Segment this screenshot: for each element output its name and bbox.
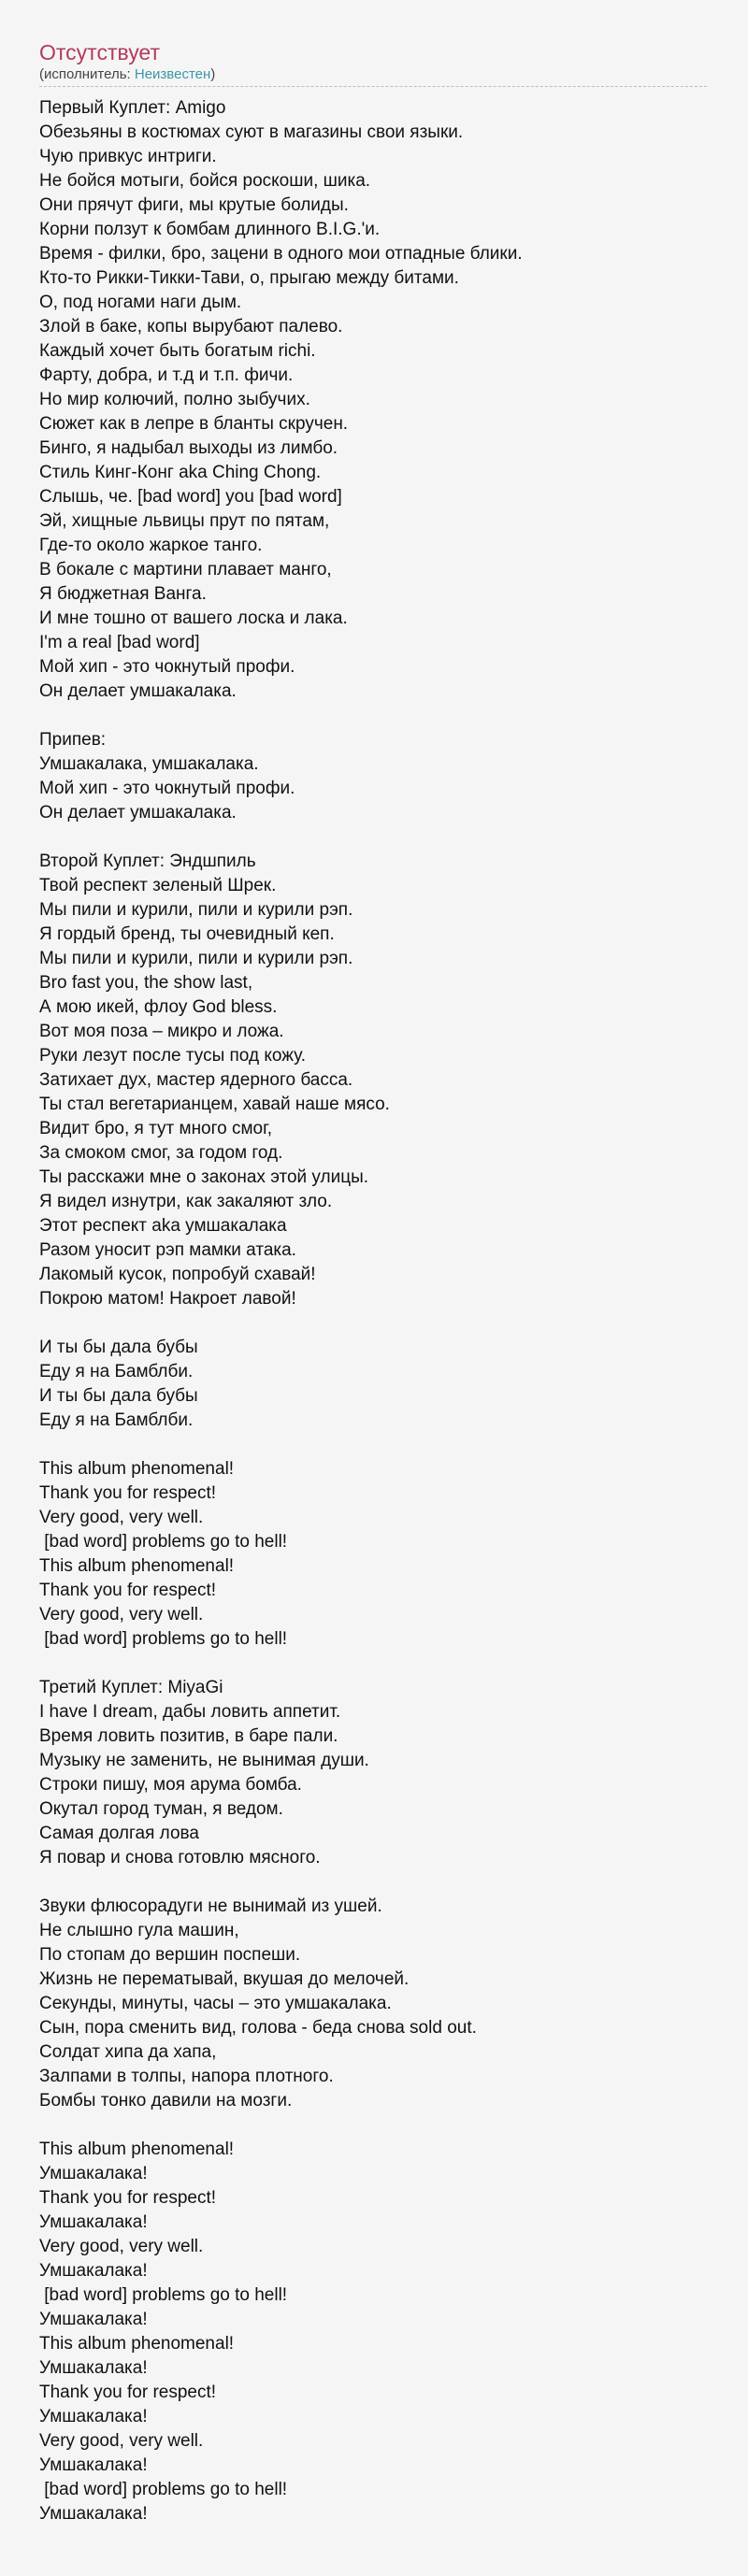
lyric-line: Эй, хищные львицы прут по пятам, (39, 511, 330, 531)
lyric-line: Видит бро, я тут много смог, (39, 1119, 273, 1138)
lyric-line (39, 1870, 712, 1895)
lyric-line: Самая долгая лова (39, 1824, 199, 1843)
lyric-line: О, под ногами наги дым. (39, 293, 242, 312)
lyric-line: [bad word] problems go to hell! (39, 1532, 288, 1552)
lyric-line: И мне тошно от вашего лоска и лака. (39, 608, 348, 628)
lyric-line: Каждый хочет быть богатым richi. (39, 341, 316, 361)
lyric-line: Thank you for respect! (39, 1581, 217, 1600)
lyric-line: Солдат хипа да хапа, (39, 2042, 217, 2062)
lyric-line: Строки пишу, моя арума бомба. (39, 1775, 302, 1795)
lyric-line (39, 1433, 712, 1457)
lyric-line: Не бойся мотыги, бойся роскоши, шика. (39, 171, 371, 191)
lyric-line: Еду я на Бамблби. (39, 1410, 194, 1430)
lyric-line: Бинго, я надыбал выходы из лимбо. (39, 438, 338, 458)
lyric-line: Корни ползут к бомбам длинного B.I.G.'и. (39, 220, 381, 239)
lyric-line: Еду я на Бамблби. (39, 1362, 194, 1381)
lyric-line: Умшакалака! (39, 2261, 148, 2281)
lyric-line: [bad word] problems go to hell! (39, 2285, 288, 2305)
header-divider (39, 86, 707, 87)
lyric-line: В бокале с мартини плавает манго, (39, 560, 332, 580)
lyric-line: Он делает умшакалака. (39, 681, 237, 701)
lyric-line: Они прячут фиги, мы крутые болиды. (39, 195, 349, 215)
lyric-line: Умшакалака, умшакалака. (39, 754, 259, 774)
lyric-line: Покрою матом! Накроет лавой! (39, 1289, 296, 1309)
lyric-line: This album phenomenal! (39, 1459, 235, 1479)
lyric-line: И ты бы дала бубы (39, 1338, 198, 1357)
lyric-line: Умшакалака! (39, 2455, 148, 2475)
lyric-line (39, 1652, 712, 1676)
lyric-line: Первый Куплет: Amigo (39, 98, 226, 118)
lyric-line: Не слышно гула машин, (39, 1921, 239, 1940)
lyric-line: Фарту, добра, и т.д и т.п. фичи. (39, 365, 294, 385)
lyric-line: Кто-то Рикки-Тикки-Тави, о, прыгаю между битами. (39, 268, 459, 288)
lyric-line: Третий Куплет: MiyaGi (39, 1678, 223, 1697)
lyric-line: Сын, пора сменить вид, голова - беда снова sold out. (39, 2018, 477, 2038)
lyric-line: За смоком смог, за годом год. (39, 1143, 283, 1163)
lyric-line: Умшакалака! (39, 2310, 148, 2329)
artist-prefix: (исполнитель: (39, 66, 135, 82)
lyric-line: Very good, very well. (39, 1605, 204, 1624)
lyric-line: Very good, very well. (39, 1508, 204, 1527)
lyric-line (39, 1311, 712, 1336)
artist-suffix: ) (210, 66, 216, 82)
lyric-line: Он делает умшакалака. (39, 803, 237, 823)
lyric-line: Злой в баке, копы вырубают палево. (39, 317, 343, 336)
lyric-line: Второй Куплет: Эндшпиль (39, 852, 256, 871)
lyric-line: Умшакалака! (39, 2504, 148, 2524)
lyric-line: [bad word] problems go to hell! (39, 1629, 288, 1649)
lyric-line (39, 704, 712, 728)
lyric-line: Обезьяны в костюмах суют в магазины свои языки. (39, 122, 464, 142)
lyric-line: Слышь, че. [bad word] you [bad word] (39, 487, 342, 507)
artist-line (39, 66, 215, 83)
lyric-line: Секунды, минуты, часы – это умшакалака. (39, 1994, 392, 2013)
lyric-line: Умшакалака! (39, 2407, 148, 2426)
lyric-line: Я гордый бренд, ты очевидный кеп. (39, 924, 335, 944)
lyric-line: This album phenomenal! (39, 1556, 235, 1576)
lyric-line: Бомбы тонко давили на мозги. (39, 2091, 293, 2111)
lyric-line: I have I dream, дабы ловить аппетит. (39, 1702, 341, 1722)
lyric-line: Жизнь не перематывай, вкушая до мелочей. (39, 1969, 410, 1989)
lyric-line: Мой хип - это чокнутый профи. (39, 657, 295, 677)
lyric-line: А мою икей, флоу God bless. (39, 997, 278, 1017)
lyric-line: Я видел изнутри, как закаляют зло. (39, 1192, 333, 1211)
lyric-line: Стиль Кинг-Конг aka Ching Chong. (39, 463, 322, 482)
lyric-line: Thank you for respect! (39, 2383, 217, 2402)
lyric-line: Ты расскажи мне о законах этой улицы. (39, 1167, 369, 1187)
lyric-line: Припев: (39, 730, 107, 750)
lyric-line: Bro fast you, the show last, (39, 973, 253, 993)
artist-link[interactable]: Неизвестен (134, 66, 211, 82)
lyric-line: Затихает дух, мастер ядерного басса. (39, 1070, 353, 1090)
lyric-line (39, 825, 712, 850)
lyric-line: И ты бы дала бубы (39, 1386, 198, 1406)
lyric-line: [bad word] problems go to hell! (39, 2480, 288, 2499)
lyric-line: Время ловить позитив, в баре пали. (39, 1726, 338, 1746)
lyric-line: Окутал город туман, я ведом. (39, 1799, 283, 1819)
lyric-line: Этот респект aka умшакалака (39, 1216, 287, 1236)
lyric-line: Умшакалака! (39, 2212, 148, 2232)
lyric-line: Мой хип - это чокнутый профи. (39, 779, 295, 798)
lyric-line: Very good, very well. (39, 2431, 204, 2451)
lyric-line: Где-то около жаркое танго. (39, 536, 263, 555)
lyric-line: Звуки флюсорадуги не вынимай из ушей. (39, 1896, 382, 1916)
song-title: Отсутствует (39, 40, 160, 64)
lyric-line: Мы пили и курили, пили и курили рэп. (39, 949, 353, 968)
lyric-line: This album phenomenal! (39, 2334, 235, 2354)
lyric-line: This album phenomenal! (39, 2140, 235, 2159)
lyric-line: Умшакалака! (39, 2164, 148, 2183)
lyric-line: Лакомый кусок, попробуй схавай! (39, 1265, 316, 1284)
lyric-line: Мы пили и курили, пили и курили рэп. (39, 900, 353, 920)
lyric-line: Разом уносит рэп мамки атака. (39, 1240, 296, 1260)
lyrics-text (39, 96, 712, 2526)
lyric-line: Я повар и снова готовлю мясного. (39, 1848, 321, 1868)
lyric-line: Thank you for respect! (39, 1483, 217, 1503)
lyric-line: Thank you for respect! (39, 2188, 217, 2208)
lyric-line: Но мир колючий, полно зыбучих. (39, 390, 310, 409)
lyric-line: Умшакалака! (39, 2358, 148, 2378)
lyric-line: Музыку не заменить, не вынимая души. (39, 1751, 369, 1770)
lyric-line: Вот моя поза – микро и ложа. (39, 1022, 284, 1041)
lyric-line: По стопам до вершин поспеши. (39, 1945, 301, 1965)
lyric-line: I'm a real [bad word] (39, 633, 200, 652)
lyric-line: Я бюджетная Ванга. (39, 584, 207, 604)
lyric-line: Ты стал вегетарианцем, хавай наше мясо. (39, 1095, 390, 1114)
lyric-line: Руки лезут после тусы под кожу. (39, 1046, 306, 1066)
lyric-line: Залпами в толпы, напора плотного. (39, 2067, 334, 2086)
lyric-line: Чую привкус интриги. (39, 147, 217, 166)
lyric-line: Сюжет как в лепре в бланты скручен. (39, 414, 349, 434)
lyric-line: Твой респект зеленый Шрек. (39, 876, 277, 895)
lyric-line: Время - филки, бро, зацени в одного мои отпадные блики. (39, 244, 523, 264)
lyric-line (39, 2113, 712, 2138)
lyric-line: Very good, very well. (39, 2237, 204, 2256)
